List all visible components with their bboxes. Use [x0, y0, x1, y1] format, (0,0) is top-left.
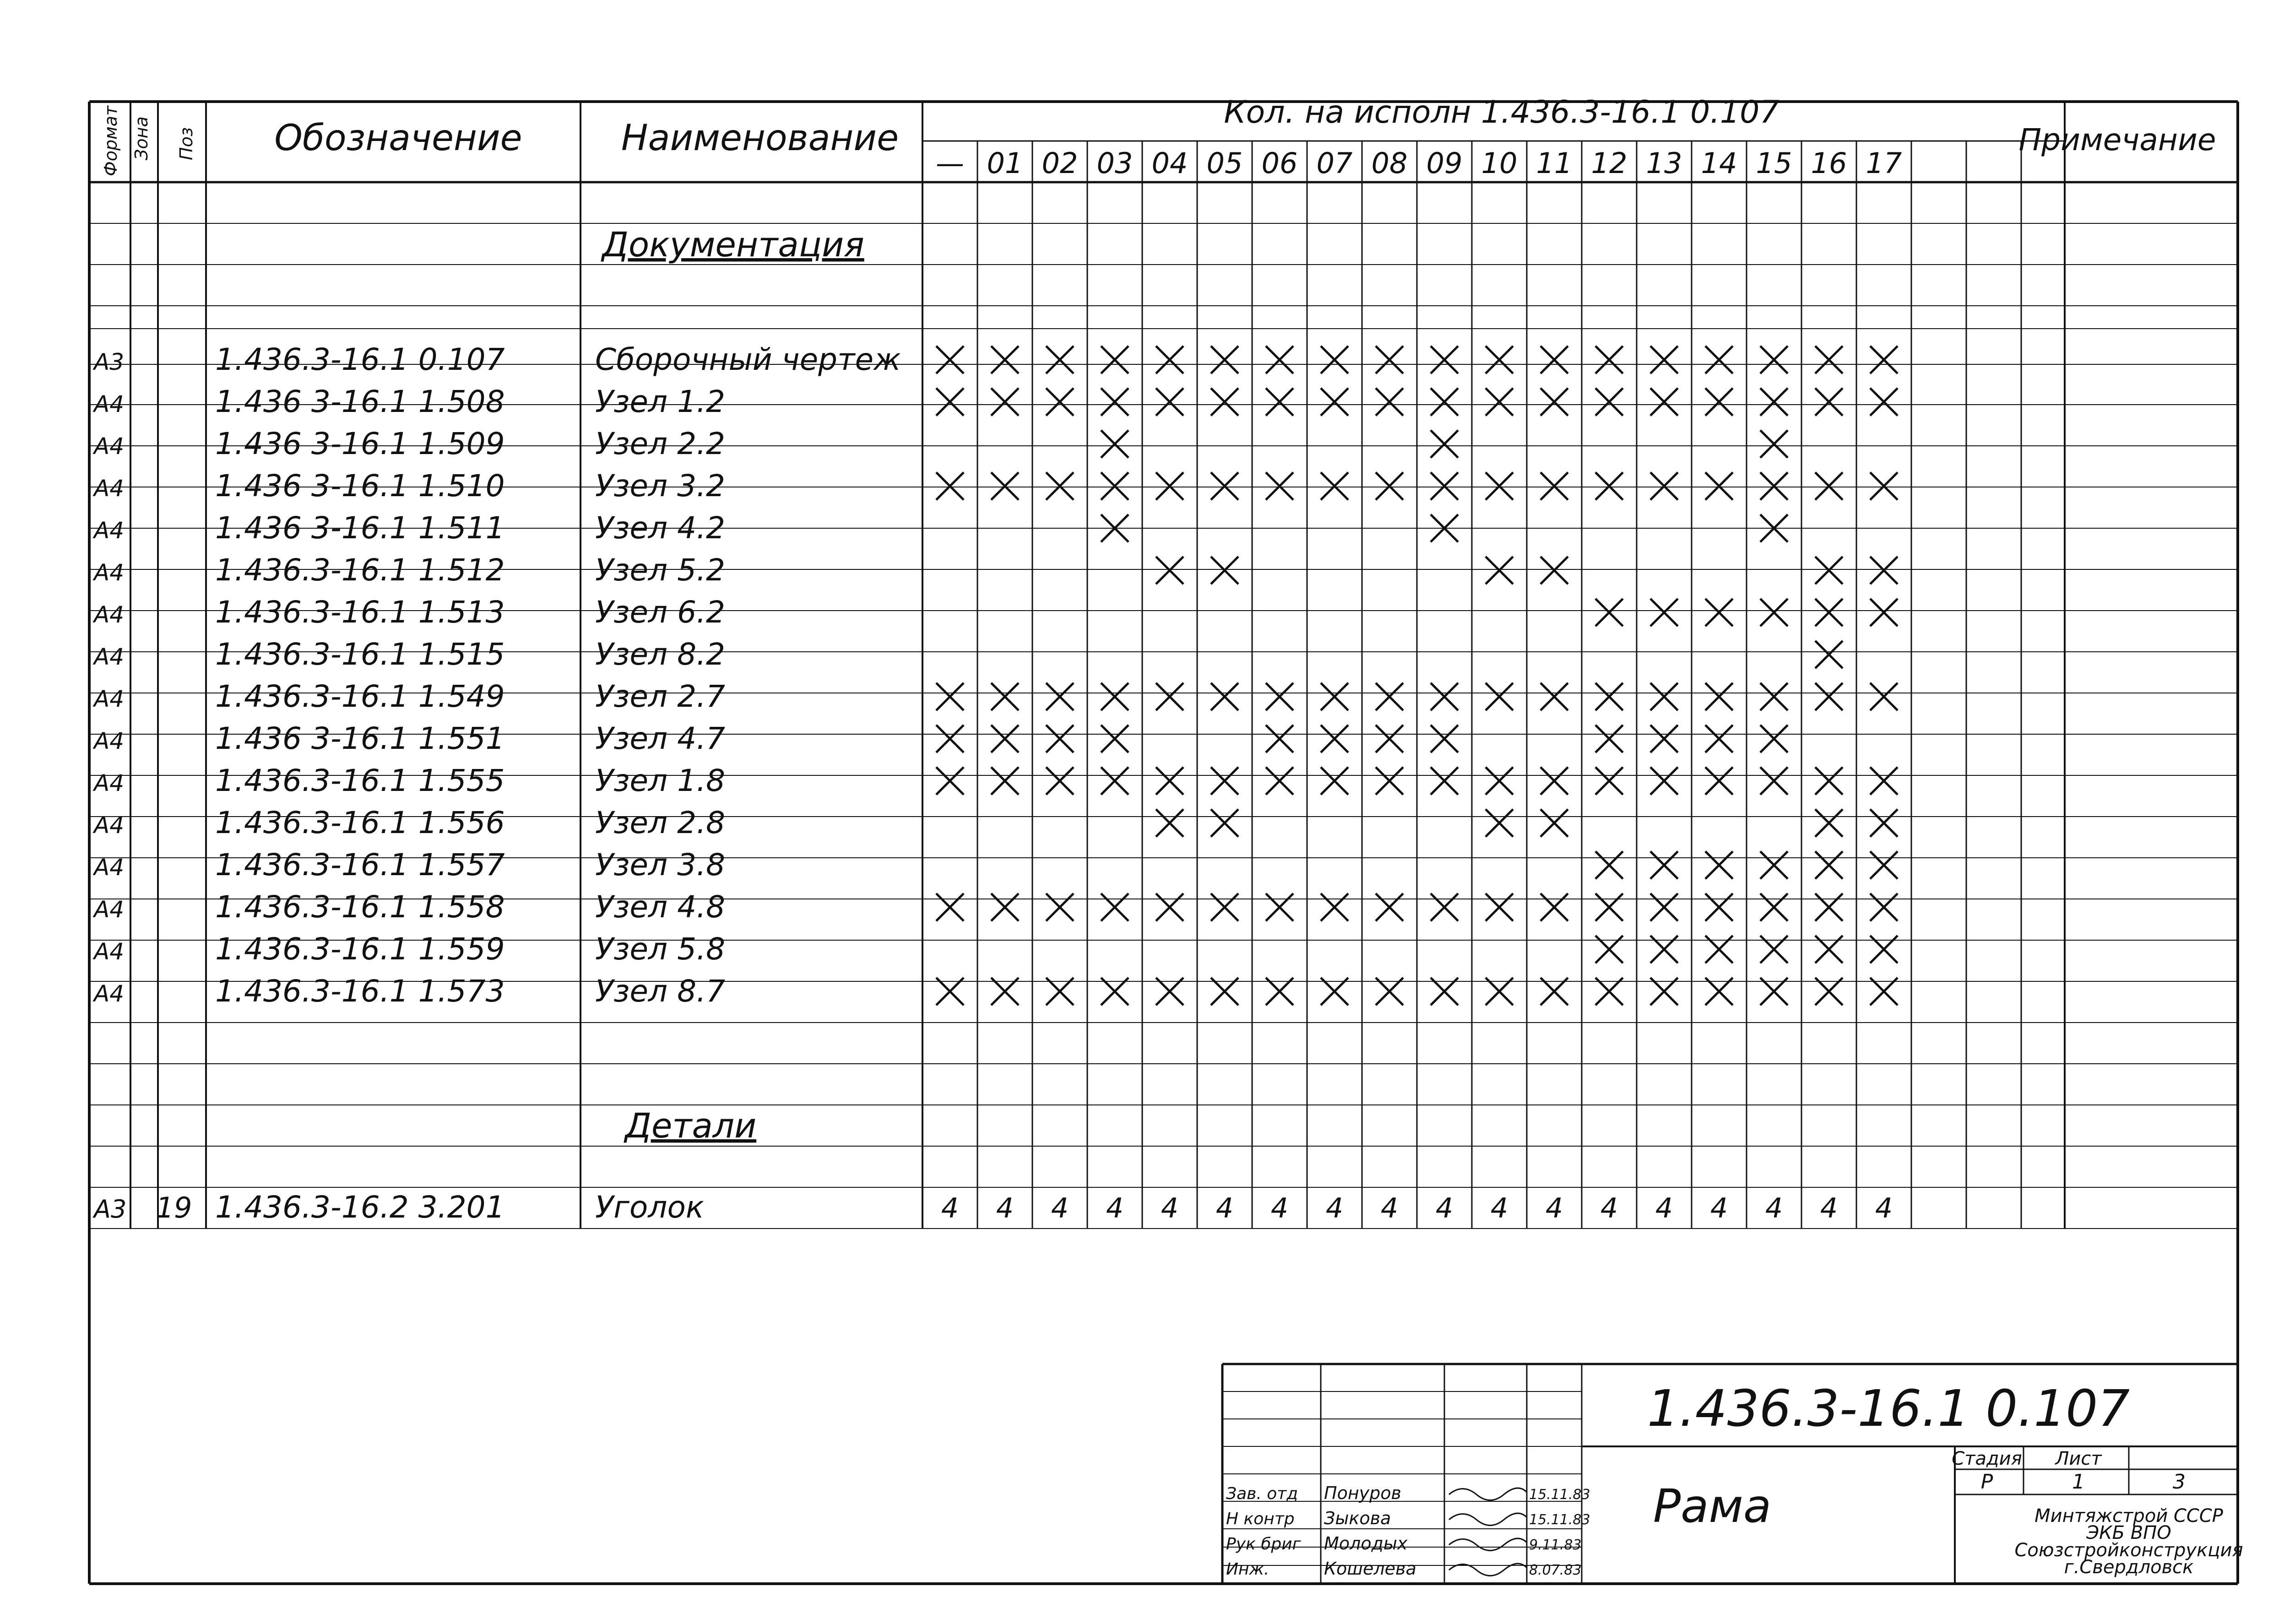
- row-name: Узел 4.2: [595, 510, 726, 546]
- spec-row: [92, 974, 1898, 1009]
- variant-header: 04: [1151, 146, 1188, 180]
- variant-header: 01: [987, 146, 1023, 180]
- quantity-cross-mark: [1870, 472, 1898, 500]
- quantity-cross-mark: [1211, 683, 1238, 710]
- quantity-cross-mark: [1650, 767, 1678, 795]
- quantity-cross-mark: [1046, 725, 1074, 752]
- signer-role: Н контр: [1226, 1510, 1295, 1528]
- spec-row: [92, 721, 1788, 756]
- row-format: А4: [94, 980, 125, 1007]
- quantity-cross-mark: [1156, 767, 1183, 795]
- sheet-label: Лист: [2055, 1448, 2102, 1469]
- quantity-cross-mark: [1101, 430, 1128, 458]
- quantity-cross-mark: [1046, 683, 1074, 710]
- quantity-cross-mark: [1815, 851, 1843, 879]
- signers: [1226, 1483, 1590, 1579]
- row-name: Узел 4.7: [595, 721, 726, 756]
- quantity-cross-mark: [1870, 557, 1898, 584]
- row-designation: 1.436.3-16.1 1.512: [215, 552, 505, 588]
- detail-qty: 4: [1820, 1192, 1838, 1224]
- header-zone: Зона: [131, 116, 152, 160]
- quantity-cross-mark: [1541, 893, 1568, 921]
- row-name: Узел 8.2: [595, 637, 726, 672]
- quantity-cross-mark: [1760, 599, 1788, 626]
- row-designation: 1.436.3-16.1 1.557: [215, 847, 505, 882]
- variant-headers: [936, 146, 1902, 180]
- quantity-cross-mark: [1211, 388, 1238, 416]
- header-name: Наименование: [621, 118, 899, 159]
- quantity-cross-mark: [1541, 346, 1568, 374]
- quantity-cross-mark: [1595, 683, 1623, 710]
- quantity-cross-mark: [1266, 767, 1293, 795]
- quantity-cross-mark: [1266, 346, 1293, 374]
- spec-row: [92, 342, 1898, 377]
- quantity-cross-mark: [1541, 472, 1568, 500]
- quantity-cross-mark: [1650, 851, 1678, 879]
- quantity-cross-mark: [1870, 809, 1898, 837]
- detail-qty: 4: [1710, 1192, 1728, 1224]
- row-designation: 1.436 3-16.1 1.511: [215, 510, 505, 546]
- quantity-cross-mark: [1815, 346, 1843, 374]
- signer-name: Понуров: [1324, 1483, 1401, 1503]
- detail-qty: 4: [1106, 1192, 1124, 1224]
- quantity-cross-mark: [1266, 388, 1293, 416]
- signer-date: 15.11.83: [1529, 1487, 1590, 1503]
- quantity-cross-mark: [1046, 767, 1074, 795]
- row-format: А4: [94, 475, 125, 502]
- row-designation: 1.436.3-16.1 1.573: [215, 974, 505, 1009]
- quantity-cross-mark: [1156, 388, 1183, 416]
- row-name: Узел 2.2: [595, 426, 726, 461]
- quantity-cross-mark: [1101, 683, 1128, 710]
- detail-qty: 4: [1435, 1192, 1454, 1224]
- detail-qty: 4: [1051, 1192, 1069, 1224]
- variant-header: 03: [1096, 146, 1133, 180]
- row-name: Узел 1.2: [595, 384, 726, 419]
- variant-header: 06: [1261, 146, 1298, 180]
- detail-pos: 19: [156, 1191, 192, 1224]
- quantity-cross-mark: [1760, 472, 1788, 500]
- row-name: Узел 8.7: [595, 974, 726, 1009]
- quantity-cross-mark: [1650, 725, 1678, 752]
- quantity-cross-mark: [991, 472, 1019, 500]
- table-grid: [89, 102, 2238, 1584]
- quantity-cross-mark: [1595, 893, 1623, 921]
- row-format: А4: [94, 644, 125, 670]
- quantity-cross-mark: [1541, 388, 1568, 416]
- row-format: А4: [94, 601, 125, 628]
- row-name: Узел 5.8: [595, 931, 726, 967]
- signature-scribble: [1449, 1513, 1527, 1525]
- spec-row: [92, 847, 1898, 882]
- quantity-cross-mark: [1815, 683, 1843, 710]
- quantity-cross-mark: [1705, 346, 1733, 374]
- quantity-cross-mark: [1156, 557, 1183, 584]
- quantity-cross-mark: [1046, 893, 1074, 921]
- quantity-cross-mark: [1705, 599, 1733, 626]
- quantity-cross-mark: [1266, 472, 1293, 500]
- detail-qty: 4: [1380, 1192, 1399, 1224]
- signer-row: [1226, 1508, 1590, 1528]
- quantity-cross-mark: [1760, 725, 1788, 752]
- quantity-cross-mark: [1431, 767, 1458, 795]
- quantity-cross-mark: [1760, 767, 1788, 795]
- organization-line-1: Минтяжстрой СССР: [2034, 1505, 2223, 1527]
- quantity-cross-mark: [1376, 472, 1403, 500]
- variant-header: —: [936, 146, 964, 180]
- signer-row: [1226, 1533, 1582, 1554]
- detail-name: Уголок: [595, 1190, 704, 1225]
- stage-value: Р: [1980, 1470, 1993, 1494]
- row-format: А4: [94, 812, 125, 839]
- quantity-cross-mark: [1156, 893, 1183, 921]
- quantity-cross-mark: [1870, 599, 1898, 626]
- quantity-cross-mark: [1211, 557, 1238, 584]
- quantity-cross-mark: [1760, 851, 1788, 879]
- quantity-cross-mark: [1595, 851, 1623, 879]
- quantity-cross-mark: [1650, 472, 1678, 500]
- quantity-cross-mark: [1046, 388, 1074, 416]
- quantity-cross-mark: [1046, 472, 1074, 500]
- detail-row: [92, 1190, 1893, 1225]
- quantity-cross-mark: [1870, 388, 1898, 416]
- row-format: А4: [94, 770, 125, 796]
- row-format: А4: [94, 854, 125, 881]
- signer-role: Инж.: [1226, 1560, 1269, 1579]
- quantity-cross-mark: [1101, 472, 1128, 500]
- quantity-cross-mark: [1046, 346, 1074, 374]
- detail-designation: 1.436.3-16.2 3.201: [215, 1190, 505, 1225]
- quantity-cross-mark: [1211, 893, 1238, 921]
- quantity-cross-mark: [1650, 346, 1678, 374]
- quantity-cross-mark: [1431, 346, 1458, 374]
- quantity-cross-mark: [1595, 725, 1623, 752]
- quantity-cross-mark: [1156, 683, 1183, 710]
- quantity-cross-mark: [991, 346, 1019, 374]
- signer-name: Зыкова: [1324, 1508, 1391, 1528]
- row-name: Узел 2.8: [595, 805, 726, 840]
- signer-row: [1226, 1483, 1590, 1503]
- spec-row: [92, 426, 1788, 461]
- spec-rows: [92, 342, 1898, 1009]
- detail-qty: 4: [1875, 1192, 1893, 1224]
- quantity-cross-mark: [991, 725, 1019, 752]
- quantity-cross-mark: [1815, 893, 1843, 921]
- quantity-cross-mark: [1760, 346, 1788, 374]
- row-format: А4: [94, 433, 125, 460]
- quantity-cross-mark: [1486, 809, 1513, 837]
- quantity-cross-mark: [991, 388, 1019, 416]
- quantity-cross-mark: [1815, 557, 1843, 584]
- variant-header: 17: [1866, 146, 1902, 180]
- row-format: А4: [94, 391, 125, 417]
- quantity-cross-mark: [1101, 767, 1128, 795]
- row-format: А4: [94, 559, 125, 586]
- detail-qty: 4: [1600, 1192, 1618, 1224]
- quantity-cross-mark: [936, 388, 964, 416]
- variant-header: 10: [1481, 146, 1518, 180]
- row-designation: 1.436.3-16.1 1.558: [215, 889, 505, 925]
- quantity-cross-mark: [1101, 346, 1128, 374]
- quantity-cross-mark: [1321, 683, 1348, 710]
- row-name: Узел 3.2: [595, 468, 726, 503]
- quantity-cross-mark: [991, 767, 1019, 795]
- quantity-cross-mark: [1376, 893, 1403, 921]
- quantity-cross-mark: [936, 472, 964, 500]
- detail-qty: 4: [1270, 1192, 1289, 1224]
- row-name: Узел 2.7: [595, 679, 726, 714]
- quantity-cross-mark: [936, 893, 964, 921]
- quantity-cross-mark: [1870, 346, 1898, 374]
- row-designation: 1.436.3-16.1 0.107: [215, 342, 505, 377]
- row-designation: 1.436.3-16.1 1.559: [215, 931, 505, 967]
- quantity-cross-mark: [936, 683, 964, 710]
- quantity-cross-mark: [1486, 893, 1513, 921]
- quantity-cross-mark: [1211, 809, 1238, 837]
- quantity-cross-mark: [1760, 893, 1788, 921]
- quantity-cross-mark: [1486, 388, 1513, 416]
- quantity-cross-mark: [1101, 388, 1128, 416]
- organization-line-2: ЭКБ ВПО: [2086, 1522, 2171, 1543]
- quantity-cross-mark: [1815, 809, 1843, 837]
- row-format: А4: [94, 728, 125, 754]
- quantity-cross-mark: [1815, 767, 1843, 795]
- header-note: Примечание: [2018, 122, 2216, 157]
- quantity-cross-mark: [1266, 893, 1293, 921]
- quantity-cross-mark: [1266, 683, 1293, 710]
- quantity-cross-mark: [1376, 388, 1403, 416]
- quantity-cross-mark: [1431, 725, 1458, 752]
- signer-date: 15.11.83: [1529, 1512, 1590, 1528]
- variant-header: 12: [1591, 146, 1628, 180]
- quantity-cross-mark: [1431, 683, 1458, 710]
- quantity-cross-mark: [1486, 472, 1513, 500]
- quantity-cross-mark: [1705, 683, 1733, 710]
- quantity-cross-mark: [1376, 767, 1403, 795]
- organization-line-3: Союзстройконструкция: [2014, 1540, 2243, 1561]
- quantity-cross-mark: [1431, 893, 1458, 921]
- quantity-cross-mark: [1156, 346, 1183, 374]
- spec-row: [92, 679, 1898, 714]
- header-qty-title: Кол. на исполн 1.436.3-16.1 0.107: [1224, 94, 1779, 130]
- row-name: Узел 6.2: [595, 595, 726, 630]
- quantity-cross-mark: [1211, 472, 1238, 500]
- quantity-cross-mark: [1705, 893, 1733, 921]
- spec-row: [92, 889, 1898, 925]
- variant-header: 05: [1206, 146, 1243, 180]
- signer-date: 9.11.83: [1529, 1537, 1582, 1553]
- row-designation: 1.436.3-16.1 1.549: [215, 679, 505, 714]
- quantity-cross-mark: [1376, 346, 1403, 374]
- variant-header: 08: [1371, 146, 1408, 180]
- quantity-cross-mark: [1650, 388, 1678, 416]
- quantity-cross-mark: [1541, 557, 1568, 584]
- variant-header: 14: [1701, 146, 1737, 180]
- signature-scribble: [1449, 1488, 1527, 1500]
- quantity-cross-mark: [1156, 809, 1183, 837]
- quantity-cross-mark: [936, 767, 964, 795]
- row-designation: 1.436.3-16.1 1.515: [215, 637, 505, 672]
- quantity-cross-mark: [1760, 430, 1788, 458]
- section-details: Детали: [625, 1106, 757, 1146]
- quantity-cross-mark: [1705, 767, 1733, 795]
- row-designation: 1.436 3-16.1 1.510: [215, 468, 505, 503]
- spec-row: [92, 805, 1898, 840]
- quantity-cross-mark: [1815, 388, 1843, 416]
- detail-qty: 4: [1161, 1192, 1179, 1224]
- quantity-cross-mark: [1760, 683, 1788, 710]
- quantity-cross-mark: [1376, 683, 1403, 710]
- row-designation: 1.436.3-16.1 1.556: [215, 805, 505, 840]
- spec-row: [92, 637, 1843, 672]
- detail-qty: 4: [941, 1192, 959, 1224]
- row-format: А4: [94, 686, 125, 712]
- variant-header: 11: [1536, 146, 1573, 180]
- quantity-cross-mark: [1321, 725, 1348, 752]
- quantity-cross-mark: [1156, 472, 1183, 500]
- quantity-cross-mark: [1705, 472, 1733, 500]
- quantity-cross-mark: [1431, 472, 1458, 500]
- title-block: [1647, 1379, 2243, 1578]
- detail-qty: 4: [1215, 1192, 1234, 1224]
- quantity-cross-mark: [1541, 809, 1568, 837]
- quantity-cross-mark: [1595, 767, 1623, 795]
- quantity-cross-mark: [1815, 641, 1843, 668]
- quantity-cross-mark: [1650, 893, 1678, 921]
- quantity-cross-mark: [1760, 388, 1788, 416]
- quantity-cross-mark: [1486, 767, 1513, 795]
- row-format: А3: [94, 349, 125, 375]
- quantity-cross-mark: [1595, 388, 1623, 416]
- spec-row: [92, 384, 1898, 419]
- organization-line-4: г.Свердловск: [2064, 1557, 2194, 1578]
- quantity-cross-mark: [1376, 725, 1403, 752]
- signer-name: Кошелева: [1324, 1559, 1416, 1579]
- quantity-cross-mark: [1650, 599, 1678, 626]
- header-format: Формат: [101, 105, 121, 176]
- row-designation: 1.436.3-16.1 1.555: [215, 763, 505, 798]
- row-name: Узел 1.8: [595, 763, 726, 798]
- quantity-cross-mark: [1321, 472, 1348, 500]
- quantity-cross-mark: [1266, 725, 1293, 752]
- variant-header: 13: [1646, 146, 1682, 180]
- row-designation: 1.436.3-16.1 1.513: [215, 595, 505, 630]
- quantity-cross-mark: [936, 725, 964, 752]
- spec-row: [92, 931, 1898, 967]
- quantity-cross-mark: [1705, 725, 1733, 752]
- variant-header: 07: [1316, 146, 1353, 180]
- sheet-value: 1: [2072, 1470, 2085, 1494]
- quantity-cross-mark: [1815, 599, 1843, 626]
- quantity-cross-mark: [1595, 599, 1623, 626]
- quantity-cross-mark: [1321, 767, 1348, 795]
- document-title: Рама: [1653, 1479, 1772, 1533]
- section-documentation: Документация: [602, 225, 864, 265]
- document-code: 1.436.3-16.1 0.107: [1647, 1379, 2130, 1438]
- quantity-cross-mark: [991, 683, 1019, 710]
- signer-row: [1226, 1559, 1582, 1579]
- row-format: А4: [94, 517, 125, 544]
- header-pos: Поз: [176, 127, 196, 160]
- stage-label: Стадия: [1952, 1448, 2022, 1469]
- quantity-cross-mark: [1650, 683, 1678, 710]
- quantity-cross-mark: [1705, 388, 1733, 416]
- quantity-cross-mark: [1541, 767, 1568, 795]
- quantity-cross-mark: [1101, 725, 1128, 752]
- quantity-cross-mark: [1486, 346, 1513, 374]
- signer-role: Зав. отд: [1226, 1484, 1298, 1503]
- quantity-cross-mark: [1815, 472, 1843, 500]
- quantity-cross-mark: [1870, 851, 1898, 879]
- signer-date: 8.07.83: [1529, 1562, 1582, 1578]
- detail-qty: 4: [996, 1192, 1014, 1224]
- spec-row: [92, 763, 1898, 798]
- signature-scribble: [1449, 1538, 1527, 1550]
- variant-header: 16: [1811, 146, 1847, 180]
- quantity-cross-mark: [1321, 893, 1348, 921]
- quantity-cross-mark: [1101, 893, 1128, 921]
- detail-format: А3: [94, 1195, 127, 1223]
- quantity-cross-mark: [1321, 346, 1348, 374]
- row-format: А4: [94, 896, 125, 923]
- quantity-cross-mark: [1431, 388, 1458, 416]
- quantity-cross-mark: [1541, 683, 1568, 710]
- header-designation: Обозначение: [274, 118, 522, 159]
- quantity-cross-mark: [936, 346, 964, 374]
- variant-header: 09: [1426, 146, 1463, 180]
- quantity-cross-mark: [1595, 472, 1623, 500]
- row-format: А4: [94, 938, 125, 965]
- row-name: Узел 3.8: [595, 847, 726, 882]
- row-designation: 1.436 3-16.1 1.551: [215, 721, 505, 756]
- quantity-cross-mark: [1486, 683, 1513, 710]
- variant-header: 02: [1042, 146, 1078, 180]
- spec-row: [92, 552, 1898, 588]
- quantity-cross-mark: [1870, 893, 1898, 921]
- variant-header: 15: [1756, 146, 1792, 180]
- detail-qty: 4: [1655, 1192, 1673, 1224]
- quantity-cross-mark: [1705, 851, 1733, 879]
- detail-qty: 4: [1325, 1192, 1344, 1224]
- quantity-cross-mark: [991, 893, 1019, 921]
- detail-qty: 4: [1490, 1192, 1508, 1224]
- quantity-cross-mark: [1431, 430, 1458, 458]
- quantity-cross-mark: [1870, 767, 1898, 795]
- signer-role: Рук бриг: [1226, 1535, 1301, 1554]
- spec-row: [92, 468, 1898, 503]
- quantity-cross-mark: [1321, 388, 1348, 416]
- quantity-cross-mark: [1870, 683, 1898, 710]
- row-name: Узел 5.2: [595, 552, 726, 588]
- quantity-cross-mark: [1595, 346, 1623, 374]
- row-designation: 1.436 3-16.1 1.508: [215, 384, 505, 419]
- detail-qty: 4: [1545, 1192, 1563, 1224]
- quantity-cross-mark: [1211, 346, 1238, 374]
- signer-name: Молодых: [1324, 1533, 1408, 1554]
- detail-qty: 4: [1765, 1192, 1783, 1224]
- quantity-cross-mark: [1211, 767, 1238, 795]
- quantity-cross-mark: [1486, 557, 1513, 584]
- row-name: Сборочный чертеж: [595, 342, 901, 377]
- sheets-value: 3: [2173, 1470, 2186, 1494]
- spec-row: [92, 595, 1898, 630]
- row-designation: 1.436 3-16.1 1.509: [215, 426, 505, 461]
- row-name: Узел 4.8: [595, 889, 726, 925]
